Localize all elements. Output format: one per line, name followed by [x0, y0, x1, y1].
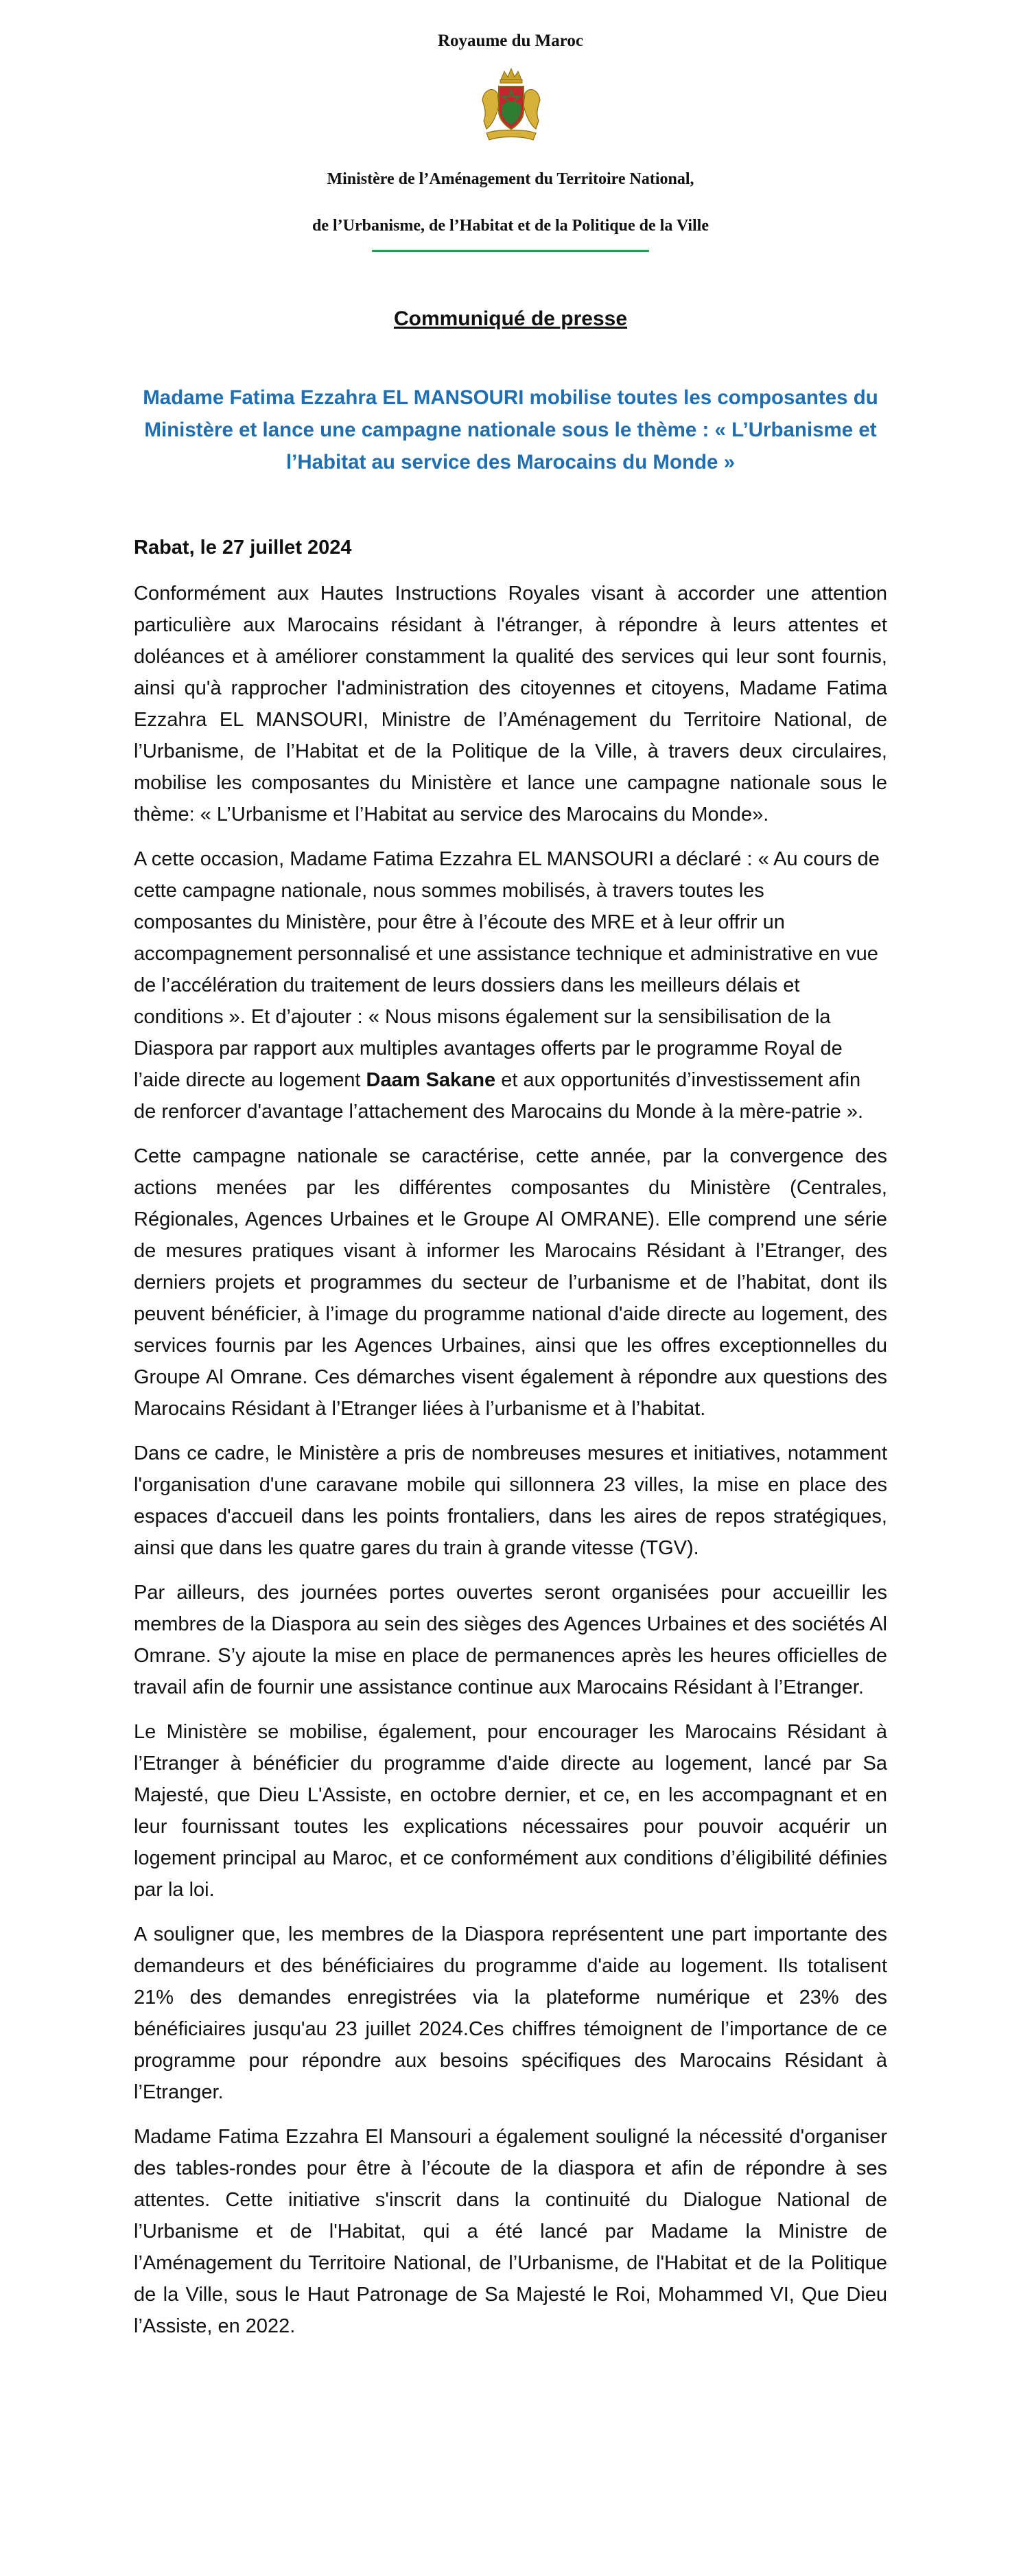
header-divider — [372, 250, 649, 252]
ministry-name-line1: Ministère de l’Aménagement du Territoire National, — [327, 170, 694, 188]
paragraph-8: Madame Fatima Ezzahra El Mansouri a également souligné la nécessité d'organiser des tables-rondes pour être à l’écoute de la diaspora et afin de répondre à ses attentes. Cette initiative s'inscrit dans la continuité du Dialogue National de l’Urbanisme et de l'Habitat, qui a été lancé par Madame la Ministre de l’Aménagement du Territoire National, de l’Urbanisme, de l'Habitat et de la Politique de la Ville, sous le Haut Patronage de Sa Majesté le Roi, Mohammed VI, Que Dieu l’Assiste, en 2022. — [134, 2126, 887, 2337]
paragraph-2 — [134, 843, 887, 1127]
paragraph-3: Cette campagne nationale se caractérise, cette année, par la convergence des actions menées par les différentes composantes du Ministère (Centrales, Régionales, Agences Urbaines et le Groupe Al OMRANE). Elle comprend une série de mesures pratiques visant à informer les Marocains Résidant à l’Etranger, des derniers projets et programmes du secteur de l’urbanisme et de l’habitat, dont ils peuvent bénéficier, à l’image du programme national d'aide directe au logement, des services fournis par les Agences Urbaines, ainsi que les offres exceptionnelles du Groupe Al Omrane. Ces démarches visent également à répondre aux questions des Marocains Résidant à l’Etranger liées à l’urbanisme et à l’habitat. — [134, 1145, 887, 1420]
press-headline: Madame Fatima Ezzahra EL MANSOURI mobilise toutes les composantes du Ministère et lance une campagne nationale sous le thème : « L’Urbanisme et l’Habitat au service des Marocains du Monde » — [143, 386, 878, 473]
press-body — [134, 578, 887, 2355]
document-title: Communiqué de presse — [393, 307, 628, 330]
paragraph-2-text-a: A cette occasion, Madame Fatima Ezzahra EL MANSOURI a déclaré : « Au cours de cette campagne nationale, nous sommes mobilisés, à travers toutes les composantes du Ministère, pour être à l’écoute des MRE et à leur offrir un accompagnement personnalisé et une assistance technique et administrative en vue de l’accélération du traitement de leurs dossiers dans les meilleurs délais et conditions ». Et d’ajouter : « Nous misons également sur la sensibilisation de la Diaspora par rapport aux multiples avantages offerts par le programme Royal de l’aide directe au logement — [134, 848, 880, 1091]
coat-of-arms-icon — [477, 66, 545, 148]
dateline: Rabat, le 27 juillet 2024 — [134, 537, 352, 559]
ministry-name-line2: de l’Urbanisme, de l’Habitat et de la Politique de la Ville — [312, 217, 709, 235]
daam-sakane-bold: Daam Sakane — [366, 1069, 496, 1091]
paragraph-4: Dans ce cadre, le Ministère a pris de nombreuses mesures et initiatives, notamment l'organisation d'une caravane mobile qui sillonnera 23 villes, la mise en place des espaces d'accueil dans les points frontaliers, dans les aires de repos stratégiques, ainsi que dans les quatre gares du train à grande vitesse (TGV). — [134, 1442, 887, 1559]
paragraph-7: A souligner que, les membres de la Diaspora représentent une part importante des demandeurs et des bénéficiaires du programme d'aide au logement. Ils totalisent 21% des demandes enregistrées via la plateforme numérique et 23% des bénéficiaires jusqu'au 23 juillet 2024.Ces chiffres témoignent de l’importance de ce programme pour répondre aux besoins spécifiques des Marocains Résidant à l’Etranger. — [134, 1923, 887, 2103]
paragraph-6: Le Ministère se mobilise, également, pour encourager les Marocains Résidant à l’Etranger à bénéficier du programme d'aide directe au logement, lancé par Sa Majesté, que Dieu L'Assiste, en octobre dernier, et ce, en les accompagnant et en leur fournissant toutes les explications nécessaires pour pouvoir acquérir un logement principal au Maroc, et ce conformément aux conditions d’éligibilité définies par la loi. — [134, 1721, 887, 1901]
kingdom-heading: Royaume du Maroc — [437, 32, 584, 50]
paragraph-5: Par ailleurs, des journées portes ouvertes seront organisées pour accueillir les membres de la Diaspora au sein des sièges des Agences Urbaines et des sociétés Al Omrane. S’y ajoute la mise en place de permanences après les heures officielles de travail afin de fournir une assistance continue aux Marocains Résidant à l’Etranger. — [134, 1582, 887, 1698]
paragraph-2-text-b: et aux opportunités d’investissement afin de renforcer d'avantage l’attachement des Marocains du Monde à la mère-patrie ». — [134, 1069, 864, 1123]
paragraph-1: Conformément aux Hautes Instructions Royales visant à accorder une attention particulière aux Marocains résidant à l'étranger, à répondre à leurs attentes et doléances et à améliorer constamment la qualité des services qui leur sont fournis, ainsi qu'à rapprocher l'administration des citoyennes et citoyens, Madame Fatima Ezzahra EL MANSOURI, Ministre de l’Aménagement du Territoire National, de l’Urbanisme, de l’Habitat et de la Politique de la Ville, à travers deux circulaires, mobilise les composantes du Ministère et lance une campagne nationale sous le thème: « L’Urbanisme et l’Habitat au service des Marocains du Monde». — [134, 583, 887, 826]
